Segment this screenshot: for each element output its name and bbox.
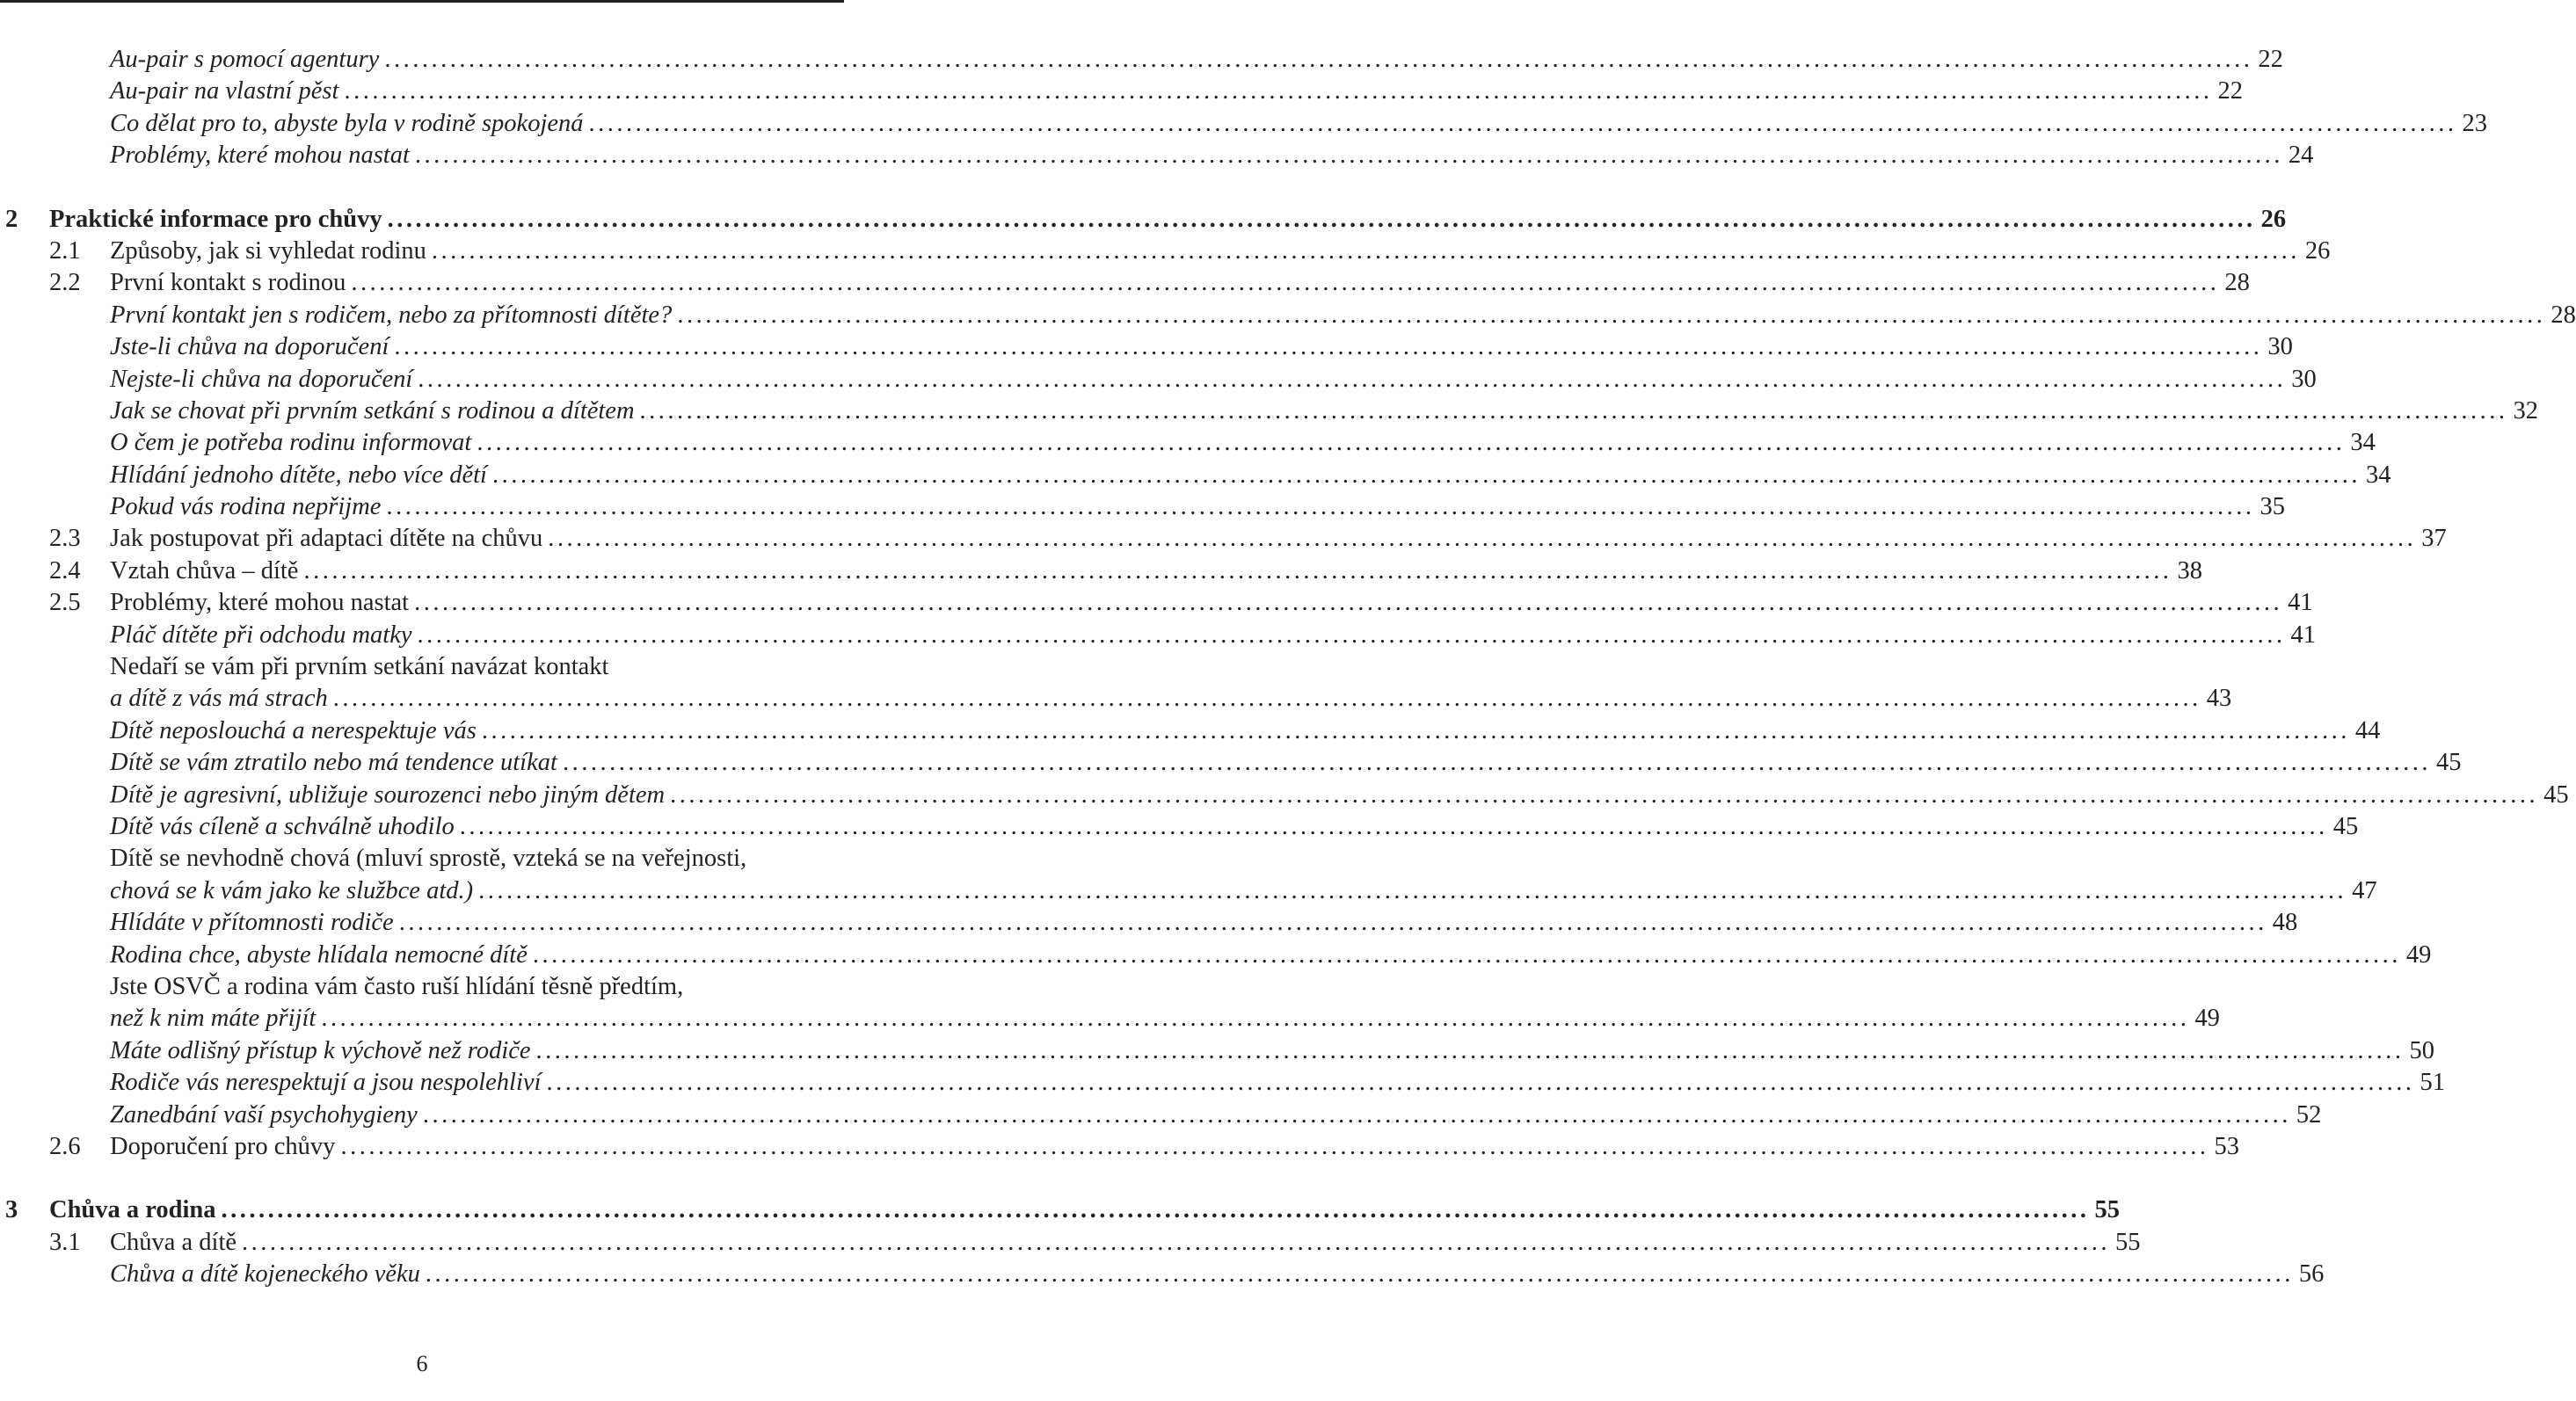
toc-chapter-entry[interactable] [0,1194,2121,1226]
toc-section-entry[interactable] [0,1131,2239,1163]
toc-entry-number: 2.1 [49,236,81,265]
toc-subentry[interactable] [0,843,844,875]
toc-entry-title: Nedaří se vám při prvním setkání navázat kontakt [110,653,609,681]
toc-entry-page: 41 [2288,589,2313,617]
toc-subentry[interactable] [0,971,844,1003]
toc-entry-line [110,715,2381,747]
toc-dot-leader: ........................................................................................................................................................................................................ [477,429,2346,457]
toc-entry-page: 22 [2258,46,2283,73]
toc-entry-title: Hlídáte v přítomnosti rodiče [110,909,394,937]
toc-dot-leader: ........................................................................................................................................................................................................ [387,205,2256,233]
toc-entry-page: 26 [2260,205,2287,233]
toc-subentry[interactable] [0,907,2298,939]
toc-entry-page: 41 [2290,621,2316,649]
toc-entry-title: Dítě neposlouchá a nerespektuje vás [110,716,477,744]
toc-entry-line [110,300,2576,331]
toc-subentry[interactable] [0,651,844,683]
toc-section-entry[interactable] [0,236,2331,267]
toc-entry-title: Au-pair s pomocí agentury [110,46,380,73]
toc-entry-title: Au-pair na vlastní pěst [110,77,339,105]
toc-chapter-entry[interactable] [0,204,2287,236]
toc-entry-title: Dítě vás cíleně a schválně uhodilo [110,812,455,840]
toc-subentry[interactable] [0,108,2488,140]
toc-dot-leader: ........................................................................................................................................................................................................ [386,493,2255,521]
toc-subentry[interactable] [0,331,2293,363]
toc-entry-title: Chůva a dítě kojeneckého věku [110,1260,420,1288]
toc-dot-leader: ........................................................................................................................................................................................................ [418,365,2287,393]
toc-entry-title: Chůva a dítě [110,1228,237,1256]
toc-entry-page: 56 [2298,1260,2325,1288]
toc-dot-leader: ........................................................................................................................................................................................................ [414,589,2283,617]
toc-dot-leader: ........................................................................................................................................................................................................ [344,77,2213,105]
toc-entry-title: Praktické informace pro chůvy [49,205,382,233]
toc-entry-page: 30 [2267,333,2293,361]
toc-subentry[interactable] [0,427,2376,459]
toc-entry-page: 30 [2291,365,2317,393]
toc-dot-leader: ........................................................................................................................................................................................................ [303,556,2172,584]
toc-entry-title: Máte odlišný přístup k výchově než rodiče [110,1036,531,1064]
toc-entry-page: 43 [2206,685,2232,713]
toc-entry-line [110,620,2316,651]
toc-entry-page: 37 [2421,525,2447,553]
toc-entry-title: Dítě se vám ztratilo nebo má tendence utíkat [110,749,557,777]
toc-entry-line [110,460,2391,491]
toc-entry-title: Doporučení pro chůvy [110,1132,336,1160]
toc-entry-line [110,44,2283,76]
toc-dot-leader: ........................................................................................................................................................................................................ [546,1069,2415,1097]
toc-entry-page: 28 [2224,269,2250,297]
toc-entry-title: Dítě se nevhodně chová (mluví sprostě, vzteká se na veřejnosti, [110,845,747,873]
toc-entry-line [110,555,2202,587]
toc-entry-line [110,780,2569,811]
toc-entry-page: 34 [2350,429,2376,457]
toc-entry-title: Zanedbání vaší psychohygieny [110,1100,418,1129]
toc-entry-page: 49 [2405,940,2432,969]
table-of-contents [0,44,2576,1290]
toc-entry-line [110,236,2331,267]
toc-entry-title: Hlídání jednoho dítěte, nebo více dětí [110,461,487,489]
toc-section-entry[interactable] [0,1227,2141,1259]
toc-subentry[interactable] [0,620,2316,651]
toc-entry-title: Rodina chce, abyste hlídala nemocné dítě [110,940,528,969]
top-rule [0,0,844,3]
toc-entry-page: 55 [2115,1228,2141,1256]
toc-entry-title: Pokud vás rodina nepřijme [110,493,382,521]
toc-entry-number: 2.6 [49,1132,81,1160]
toc-entry-line [110,108,2488,140]
toc-entry-number: 2.2 [49,269,81,297]
toc-entry-title: než k nim máte přijít [110,1005,317,1033]
toc-entry-line [110,1227,2141,1259]
toc-subentry[interactable] [0,1259,2325,1290]
toc-dot-leader: ........................................................................................................................................................................................................ [398,909,2267,937]
toc-subentry[interactable] [0,491,2285,523]
toc-entry-title: Dítě je agresivní, ubližuje sourozenci nebo jiným dětem [110,780,666,809]
toc-dot-leader: ........................................................................................................................................................................................................ [677,301,2546,329]
toc-entry-line [110,651,825,683]
toc-entry-page: 35 [2259,493,2285,521]
toc-dot-leader: ........................................................................................................................................................................................................ [639,396,2508,425]
toc-subentry[interactable] [0,76,2243,107]
toc-entry-line [110,1131,2239,1163]
toc-subentry[interactable] [0,1067,2445,1099]
toc-entry-page: 47 [2352,876,2377,904]
toc-section-entry[interactable] [0,587,2313,619]
toc-dot-leader: ........................................................................................................................................................................................................ [532,940,2401,969]
toc-subentry[interactable] [0,1035,2435,1067]
toc-entry-page: 51 [2420,1069,2445,1097]
toc-entry-line [110,1259,2325,1290]
toc-dot-leader: ........................................................................................................................................................................................................ [384,46,2253,73]
toc-entry-title: chová se k vám jako ke službce atd.) [110,876,474,904]
toc-entry-page: 24 [2288,142,2314,170]
toc-entry-line [49,204,2287,236]
toc-entry-title: Pláč dítěte při odchodu matky [110,621,412,649]
toc-entry-line [110,940,2432,971]
toc-dot-leader: ........................................................................................................................................................................................................ [425,1260,2294,1288]
toc-entry-title: a dítě z vás má strach [110,685,328,713]
toc-entry-line [110,683,2232,715]
toc-subentry[interactable] [0,44,2283,76]
toc-entry-title: Způsoby, jak si vyhledat rodinu [110,236,426,265]
toc-subentry[interactable] [0,364,2317,396]
toc-entry-line [110,427,2376,459]
page-number: 6 [416,1351,428,1376]
toc-dot-leader: ........................................................................................................................................................................................................ [431,236,2300,265]
toc-entry-line [110,907,2298,939]
toc-subentry[interactable] [0,460,2391,491]
toc-dot-leader: ........................................................................................................................................................................................................ [481,716,2350,744]
toc-entry-title: Vztah chůva – dítě [110,556,299,584]
toc-dot-leader: ........................................................................................................................................................................................................ [491,461,2361,489]
toc-entry-title: Jak postupovat při adaptaci dítěte na chůvu [110,525,543,553]
toc-entry-line [110,811,2359,843]
toc-section-entry[interactable] [0,267,2250,299]
toc-subentry[interactable] [0,683,2232,715]
toc-dot-leader: ........................................................................................................................................................................................................ [562,749,2431,777]
toc-entry-page: 34 [2365,461,2391,489]
toc-entry-title: První kontakt jen s rodičem, nebo za přítomnosti dítěte? [110,301,673,329]
toc-subentry[interactable] [0,940,2432,971]
toc-subentry[interactable] [0,1100,2322,1131]
toc-entry-title: Problémy, které mohou nastat [110,589,410,617]
toc-entry-number: 2 [5,205,18,233]
toc-entry-line [110,971,825,1003]
toc-entry-title: Jste-li chůva na doporučení [110,333,389,361]
toc-entry-page: 52 [2296,1100,2322,1129]
toc-subentry[interactable] [0,811,2359,843]
toc-entry-number: 3.1 [49,1228,81,1256]
toc-entry-page: 32 [2513,396,2539,425]
toc-entry-title: První kontakt s rodinou [110,269,346,297]
toc-subentry[interactable] [0,396,2539,427]
toc-dot-leader: ........................................................................................................................................................................................................ [478,876,2347,904]
toc-entry-number: 2.4 [49,556,81,584]
toc-dot-leader: ........................................................................................................................................................................................................ [414,142,2283,170]
toc-dot-leader: ........................................................................................................................................................................................................ [548,525,2417,553]
toc-entry-page: 45 [2332,812,2359,840]
toc-entry-title: Jste OSVČ a rodina vám často ruší hlídání těsně předtím, [110,972,684,1000]
toc-dot-leader: ........................................................................................................................................................................................................ [340,1132,2209,1160]
toc-entry-line [110,587,2313,619]
toc-entry-page: 38 [2177,556,2202,584]
toc-dot-leader: ........................................................................................................................................................................................................ [588,109,2457,137]
toc-entry-line [110,523,2447,555]
toc-subentry[interactable] [0,140,2314,171]
toc-entry-number: 3 [5,1196,18,1224]
toc-entry-line [110,1003,2220,1034]
toc-entry-number: 2.5 [49,589,81,617]
toc-entry-line [110,491,2285,523]
toc-entry-page: 44 [2354,716,2381,744]
toc-entry-line [110,364,2317,396]
toc-entry-title: O čem je potřeba rodinu informovat [110,429,472,457]
toc-entry-line [110,1035,2435,1067]
toc-entry-page: 23 [2462,109,2488,137]
toc-entry-line [110,396,2539,427]
toc-section-entry[interactable] [0,555,2202,587]
toc-subentry[interactable] [0,1003,2220,1034]
toc-entry-page: 45 [2435,749,2462,777]
toc-subentry[interactable] [0,747,2462,779]
toc-entry-line [110,747,2462,779]
toc-section-entry[interactable] [0,523,2447,555]
toc-subentry[interactable] [0,300,2576,331]
toc-entry-page: 48 [2272,909,2298,937]
toc-entry-line [110,875,2377,907]
toc-entry-page: 26 [2304,236,2331,265]
toc-entry-line [110,140,2314,171]
toc-dot-leader: ........................................................................................................................................................................................................ [422,1100,2291,1129]
toc-dot-leader: ........................................................................................................................................................................................................ [459,812,2328,840]
toc-entry-title: Nejste-li chůva na doporučení [110,365,413,393]
toc-entry-page: 45 [2543,780,2569,809]
toc-entry-page: 22 [2217,77,2243,105]
toc-subentry[interactable] [0,715,2381,747]
toc-entry-line [110,331,2293,363]
toc-entry-title: Chůva a rodina [49,1196,216,1224]
toc-dot-leader: ........................................................................................................................................................................................................ [394,333,2263,361]
toc-entry-page: 28 [2551,301,2576,329]
toc-entry-page: 50 [2409,1036,2435,1064]
toc-dot-leader: ........................................................................................................................................................................................................ [535,1036,2405,1064]
toc-entry-line [110,267,2250,299]
toc-entry-page: 53 [2214,1132,2239,1160]
toc-entry-line [110,843,825,875]
toc-dot-leader: ........................................................................................................................................................................................................ [417,621,2286,649]
toc-entry-title: Rodiče vás nerespektují a jsou nespolehliví [110,1069,542,1097]
toc-dot-leader: ........................................................................................................................................................................................................ [221,1196,2090,1224]
toc-entry-title: Jak se chovat při prvním setkání s rodinou a dítětem [110,396,635,425]
toc-entry-line [110,1067,2445,1099]
toc-entry-page: 55 [2094,1196,2121,1224]
toc-dot-leader: ........................................................................................................................................................................................................ [321,1005,2190,1033]
toc-entry-page: 49 [2194,1005,2220,1033]
toc-entry-line [49,1194,2121,1226]
toc-entry-line [110,1100,2322,1131]
toc-entry-line [110,76,2243,107]
toc-entry-title: Co dělat pro to, abyste byla v rodině spokojená [110,109,584,137]
toc-entry-number: 2.3 [49,525,81,553]
toc-dot-leader: ........................................................................................................................................................................................................ [351,269,2220,297]
toc-dot-leader: ........................................................................................................................................................................................................ [242,1228,2111,1256]
toc-dot-leader: ........................................................................................................................................................................................................ [332,685,2201,713]
toc-subentry[interactable] [0,780,2569,811]
toc-subentry[interactable] [0,875,2377,907]
toc-entry-title: Problémy, které mohou nastat [110,142,410,170]
toc-dot-leader: ........................................................................................................................................................................................................ [670,780,2539,809]
